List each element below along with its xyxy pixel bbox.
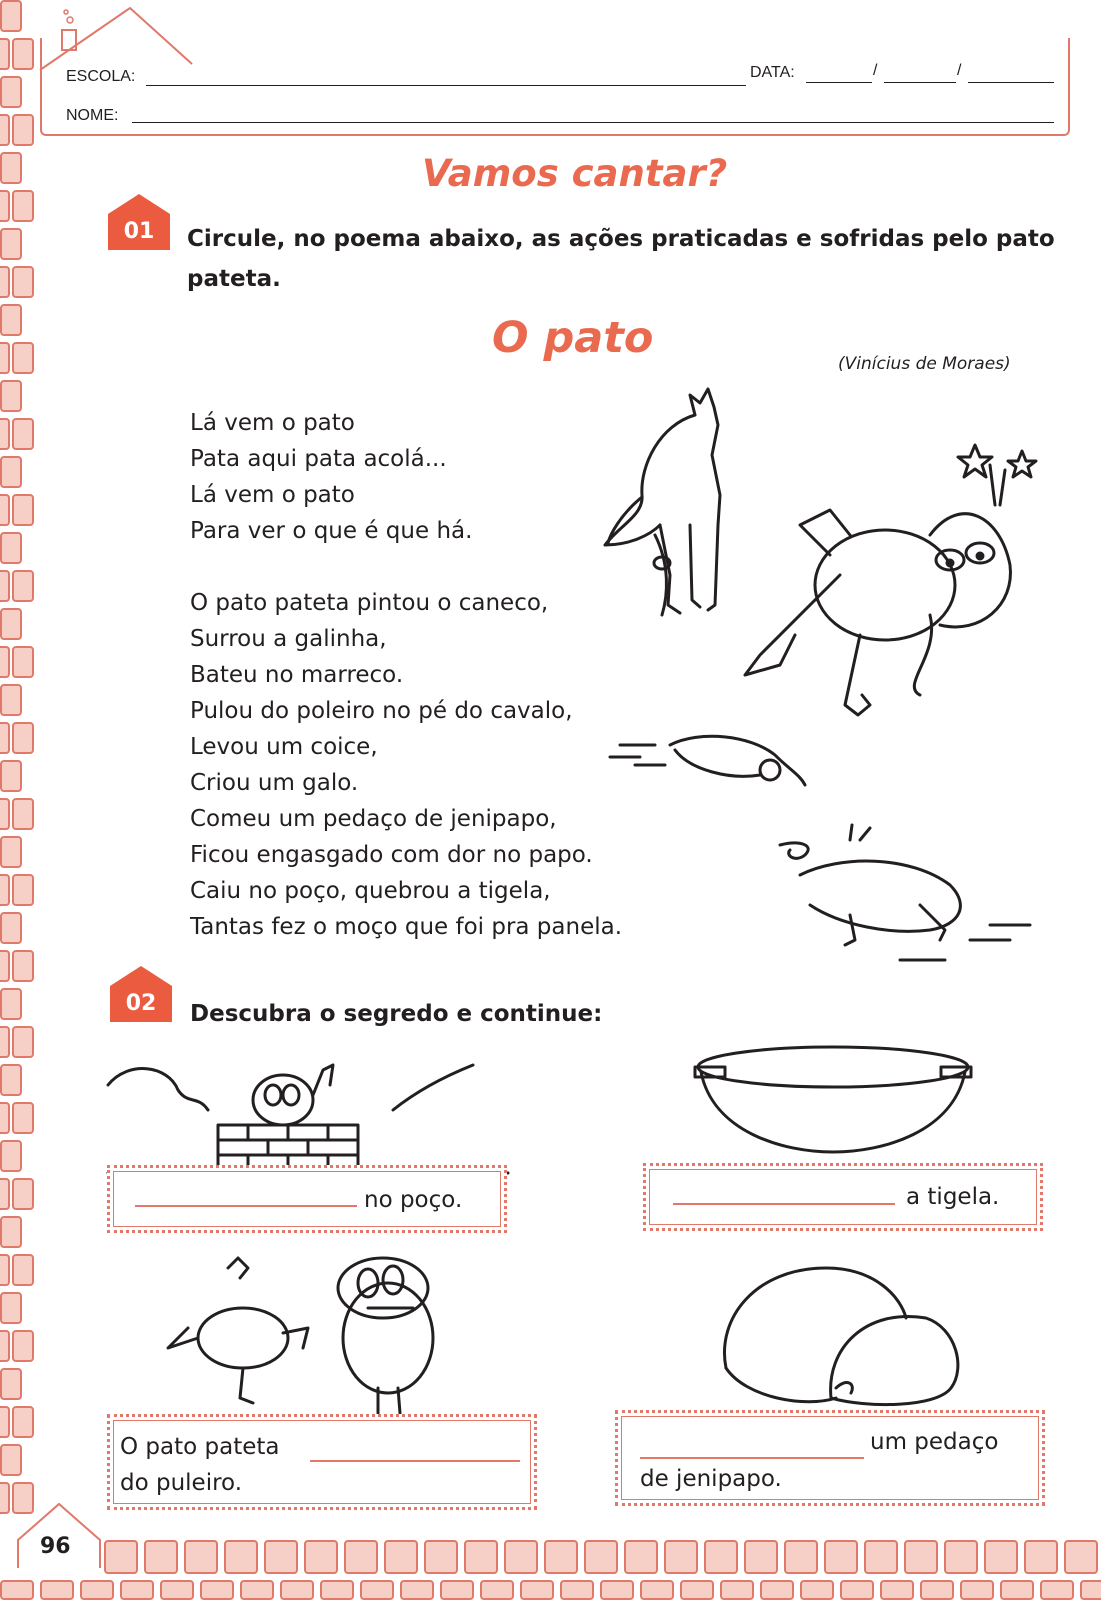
brick (0, 380, 22, 412)
brick (12, 1330, 34, 1362)
poem-line: Surrou a galinha, (190, 626, 387, 652)
poem-title: O pato (492, 313, 654, 363)
brick (384, 1540, 418, 1574)
answer-blank-3[interactable] (310, 1460, 520, 1462)
brick (960, 1580, 994, 1600)
answer-blank-2[interactable] (673, 1203, 895, 1205)
question-1-number: 01 (108, 214, 170, 250)
poem-line: Tantas fez o moço que foi pra panela. (190, 914, 623, 940)
date-separator: / (957, 62, 962, 79)
brick (12, 722, 34, 754)
brick (760, 1580, 794, 1600)
brick (40, 1580, 74, 1600)
date-label: DATA: (750, 64, 795, 81)
brick (584, 1540, 618, 1574)
answer-3-text-line2: do puleiro. (120, 1470, 243, 1496)
brick (200, 1580, 234, 1600)
brick (1064, 1540, 1098, 1574)
horse-kicking-duck-illustration (600, 385, 1050, 945)
brick (240, 1580, 274, 1600)
brick (12, 646, 34, 678)
brick (0, 912, 22, 944)
brick (624, 1540, 658, 1574)
brick (504, 1540, 538, 1574)
brick (1040, 1580, 1074, 1600)
brick (920, 1580, 954, 1600)
brick (0, 228, 22, 260)
brick (12, 1178, 34, 1210)
brick (304, 1540, 338, 1574)
page-number: 96 (40, 1534, 71, 1559)
brick (104, 1540, 138, 1574)
brick (1080, 1580, 1101, 1600)
brick (0, 1254, 10, 1286)
brick (0, 722, 10, 754)
poem-line: Criou um galo. (190, 770, 359, 796)
poem-line: Caiu no poço, quebrou a tigela, (190, 878, 551, 904)
brick (0, 152, 22, 184)
brick (12, 38, 34, 70)
brick (12, 418, 34, 450)
brick (12, 570, 34, 602)
school-label: ESCOLA: (66, 68, 136, 85)
brick (0, 1178, 10, 1210)
brick (840, 1580, 874, 1600)
answer-1-text: no poço. (364, 1187, 463, 1213)
brick (224, 1540, 258, 1574)
brick (0, 760, 22, 792)
brick (0, 190, 10, 222)
brick (0, 76, 22, 108)
duck-and-chicken-illustration (168, 1248, 458, 1428)
brick (904, 1540, 938, 1574)
brick (12, 266, 34, 298)
brick (12, 798, 34, 830)
brick (12, 342, 34, 374)
brick (0, 304, 22, 336)
brick (12, 1102, 34, 1134)
brick (0, 1102, 10, 1134)
brick (520, 1580, 554, 1600)
brick (0, 456, 22, 488)
brick (160, 1580, 194, 1600)
question-2-instruction: Descubra o segredo e continue: (190, 1001, 603, 1027)
brick (640, 1580, 674, 1600)
brick (320, 1580, 354, 1600)
school-input-line[interactable] (146, 69, 746, 86)
poem-line: Para ver o que é que há. (190, 518, 473, 544)
house-roof-icon (110, 964, 172, 986)
brick (12, 1254, 34, 1286)
brick (0, 988, 22, 1020)
brick (440, 1580, 474, 1600)
answer-3-text-line1: O pato pateta (120, 1434, 280, 1460)
question-1-instruction-cont: pateta. (187, 266, 281, 292)
brick (424, 1540, 458, 1574)
poem-line: Pulou do poleiro no pé do cavalo, (190, 698, 573, 724)
brick (0, 532, 22, 564)
brick (12, 950, 34, 982)
date-year-line[interactable] (968, 66, 1054, 83)
brick (664, 1540, 698, 1574)
brick (120, 1580, 154, 1600)
brick (1000, 1580, 1034, 1600)
brick (1024, 1540, 1058, 1574)
brick (744, 1540, 778, 1574)
brick (344, 1540, 378, 1574)
brick (144, 1540, 178, 1574)
brick (944, 1540, 978, 1574)
brick (80, 1580, 114, 1600)
brick (12, 1026, 34, 1058)
answer-blank-4[interactable] (640, 1457, 864, 1459)
poem-author: (Vinícius de Moraes) (838, 354, 1011, 374)
date-day-line[interactable] (806, 66, 872, 83)
brick (0, 798, 10, 830)
brick (280, 1580, 314, 1600)
brick (0, 1406, 10, 1438)
jenipapo-fruit-illustration (716, 1258, 966, 1408)
brick (12, 494, 34, 526)
brick (12, 190, 34, 222)
brick (12, 114, 34, 146)
brick (0, 38, 10, 70)
brick (824, 1540, 858, 1574)
brick (12, 874, 34, 906)
brick (0, 836, 22, 868)
answer-4-text-line1: um pedaço (870, 1429, 999, 1455)
answer-2-text: a tigela. (906, 1184, 1000, 1210)
brick (0, 684, 22, 716)
brick (360, 1580, 394, 1600)
name-label: NOME: (66, 107, 119, 124)
brick (12, 1406, 34, 1438)
brick (0, 1064, 22, 1096)
brick (560, 1580, 594, 1600)
brick (0, 874, 10, 906)
poem-line: Lá vem o pato (190, 482, 355, 508)
poem-line: Pata aqui pata acolá... (190, 446, 447, 472)
poem-line: Ficou engasgado com dor no papo. (190, 842, 593, 868)
brick (480, 1580, 514, 1600)
answer-blank-1[interactable] (135, 1205, 357, 1207)
brick (0, 1482, 10, 1514)
brick (0, 1580, 34, 1600)
brick (0, 266, 10, 298)
brick (0, 1026, 10, 1058)
poem-line: O pato pateta pintou o caneco, (190, 590, 549, 616)
broken-bowl-illustration (693, 1042, 973, 1152)
brick (880, 1580, 914, 1600)
brick (704, 1540, 738, 1574)
brick (800, 1580, 834, 1600)
brick (544, 1540, 578, 1574)
question-2-badge (110, 972, 172, 1022)
brick (0, 950, 10, 982)
brick (0, 1292, 22, 1324)
brick (264, 1540, 298, 1574)
date-separator: / (873, 62, 878, 79)
name-input-line[interactable] (132, 106, 1054, 123)
poem-line: Bateu no marreco. (190, 662, 404, 688)
poem-line: Lá vem o pato (190, 410, 355, 436)
brick (0, 342, 10, 374)
brick (0, 494, 10, 526)
brick (400, 1580, 434, 1600)
poem-line: Levou um coice, (190, 734, 378, 760)
question-1-instruction: Circule, no poema abaixo, as ações praticadas e sofridas pelo pato (187, 226, 1055, 252)
brick (0, 0, 22, 32)
brick (0, 1368, 22, 1400)
brick (680, 1580, 714, 1600)
brick (984, 1540, 1018, 1574)
brick (0, 114, 10, 146)
brick (0, 646, 10, 678)
brick (0, 1216, 22, 1248)
brick (0, 418, 10, 450)
answer-4-text-line2: de jenipapo. (640, 1466, 782, 1492)
page-title: Vamos cantar? (422, 152, 728, 195)
poem-line: Comeu um pedaço de jenipapo, (190, 806, 557, 832)
brick (0, 608, 22, 640)
brick (464, 1540, 498, 1574)
date-month-line[interactable] (884, 66, 956, 83)
brick (864, 1540, 898, 1574)
brick (0, 1330, 10, 1362)
brick (0, 1140, 22, 1172)
brick (600, 1580, 634, 1600)
brick (0, 1444, 22, 1476)
brick (184, 1540, 218, 1574)
house-roof-icon (108, 192, 170, 214)
brick (720, 1580, 754, 1600)
brick (0, 570, 10, 602)
question-1-badge (108, 200, 170, 250)
question-2-number: 02 (110, 986, 172, 1022)
brick (784, 1540, 818, 1574)
